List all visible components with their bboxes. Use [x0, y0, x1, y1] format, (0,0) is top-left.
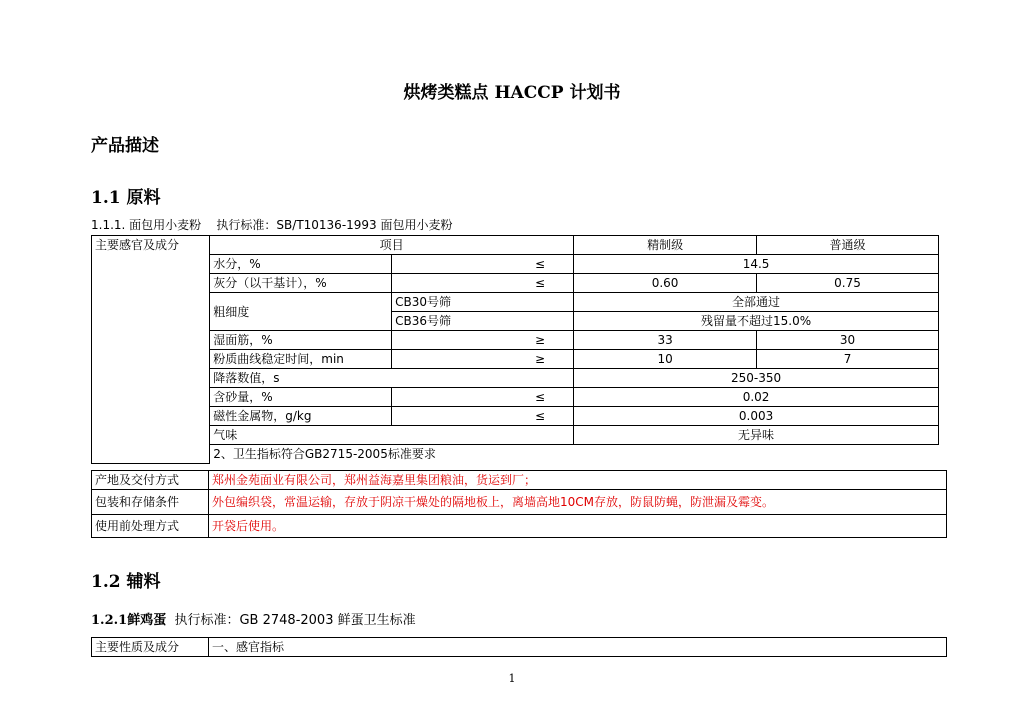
flour-spec-table	[91, 235, 939, 464]
egg-main-label: 主要性质及成分	[92, 638, 209, 657]
packaging-label: 包装和存储条件	[92, 490, 209, 515]
section-heading-product: 产品描述	[91, 136, 159, 156]
table-row	[92, 388, 939, 407]
table-row	[92, 274, 939, 293]
flour-conditions-table	[91, 470, 947, 538]
main-sensory-label: 主要感官及成分	[92, 236, 210, 464]
row-value: 14.5	[574, 255, 939, 274]
row-name: 灰分（以干基计），%	[210, 274, 392, 293]
row-sub-label: CB36号筛	[392, 312, 574, 331]
row-operator: ≤	[392, 255, 574, 274]
row-name: 水分，%	[210, 255, 392, 274]
origin-label: 产地及交付方式	[92, 471, 209, 490]
table-row	[92, 426, 939, 445]
row-operator: ≥	[392, 350, 574, 369]
row-name: 湿面筋，%	[210, 331, 392, 350]
row-value-grade1: 10	[574, 350, 757, 369]
pretreatment-value: 开袋后使用。	[209, 515, 947, 538]
header-item: 项目	[210, 236, 574, 255]
section-heading-raw: 1.1 原料	[91, 188, 161, 208]
row-name: 含砂量，%	[210, 388, 392, 407]
origin-value: 郑州金苑面业有限公司，郑州益海嘉里集团粮油，货运到厂；	[209, 471, 947, 490]
row-operator: ≤	[392, 388, 574, 407]
header-grade1: 精制级	[574, 236, 757, 255]
row-value-grade1: 0.60	[574, 274, 757, 293]
row-name: 降落数值，s	[210, 369, 574, 388]
document-title: 烘烤类糕点 HACCP 计划书	[403, 83, 621, 103]
row-name: 气味	[210, 426, 574, 445]
table-row	[92, 445, 939, 464]
row-operator: ≤	[392, 274, 574, 293]
egg-standard-line	[91, 609, 416, 628]
row-sub-label: CB30号筛	[392, 293, 574, 312]
egg-title: 鲜鸡蛋	[127, 613, 167, 628]
row-value-grade2: 30	[757, 331, 939, 350]
row-name: 粗细度	[210, 293, 392, 331]
row-value-grade2: 0.75	[757, 274, 939, 293]
row-operator: ≤	[392, 407, 574, 426]
egg-standard: 执行标准：GB 2748-2003 鲜蛋卫生标准	[174, 613, 416, 628]
row-value: 残留量不超过15.0%	[574, 312, 939, 331]
row-value: 无异味	[574, 426, 939, 445]
page-number: 1	[508, 672, 516, 685]
egg-spec-table	[91, 637, 947, 657]
hygiene-note: 2、卫生指标符合GB2715-2005标准要求	[210, 445, 939, 464]
row-name: 磁性金属物，g/kg	[210, 407, 392, 426]
table-row	[92, 255, 939, 274]
pretreatment-label: 使用前处理方式	[92, 515, 209, 538]
table-row	[92, 350, 939, 369]
table-row	[92, 515, 947, 538]
table-row	[92, 369, 939, 388]
egg-sensory-heading: 一、感官指标	[209, 638, 947, 657]
table-row	[92, 407, 939, 426]
row-operator: ≥	[392, 331, 574, 350]
table-row	[92, 293, 939, 312]
row-value-grade2: 7	[757, 350, 939, 369]
row-value-grade1: 33	[574, 331, 757, 350]
egg-number: 1.2.1	[91, 613, 128, 628]
header-grade2: 普通级	[757, 236, 939, 255]
row-value: 全部通过	[574, 293, 939, 312]
row-value: 250-350	[574, 369, 939, 388]
section-heading-aux: 1.2 辅料	[91, 572, 161, 592]
packaging-value: 外包编织袋，常温运输，存放于阴凉干燥处的隔地板上，离墙高地10CM存放，防鼠防蝇，防泄漏及霉变。	[209, 490, 947, 515]
row-value: 0.02	[574, 388, 939, 407]
table-row	[92, 638, 947, 657]
row-value: 0.003	[574, 407, 939, 426]
table-row	[92, 331, 939, 350]
table-row	[92, 471, 947, 490]
row-name: 粉质曲线稳定时间，min	[210, 350, 392, 369]
table-row	[92, 490, 947, 515]
flour-standard-line: 1.1.1. 面包用小麦粉 执行标准：SB/T10136-1993 面包用小麦粉	[91, 218, 453, 232]
